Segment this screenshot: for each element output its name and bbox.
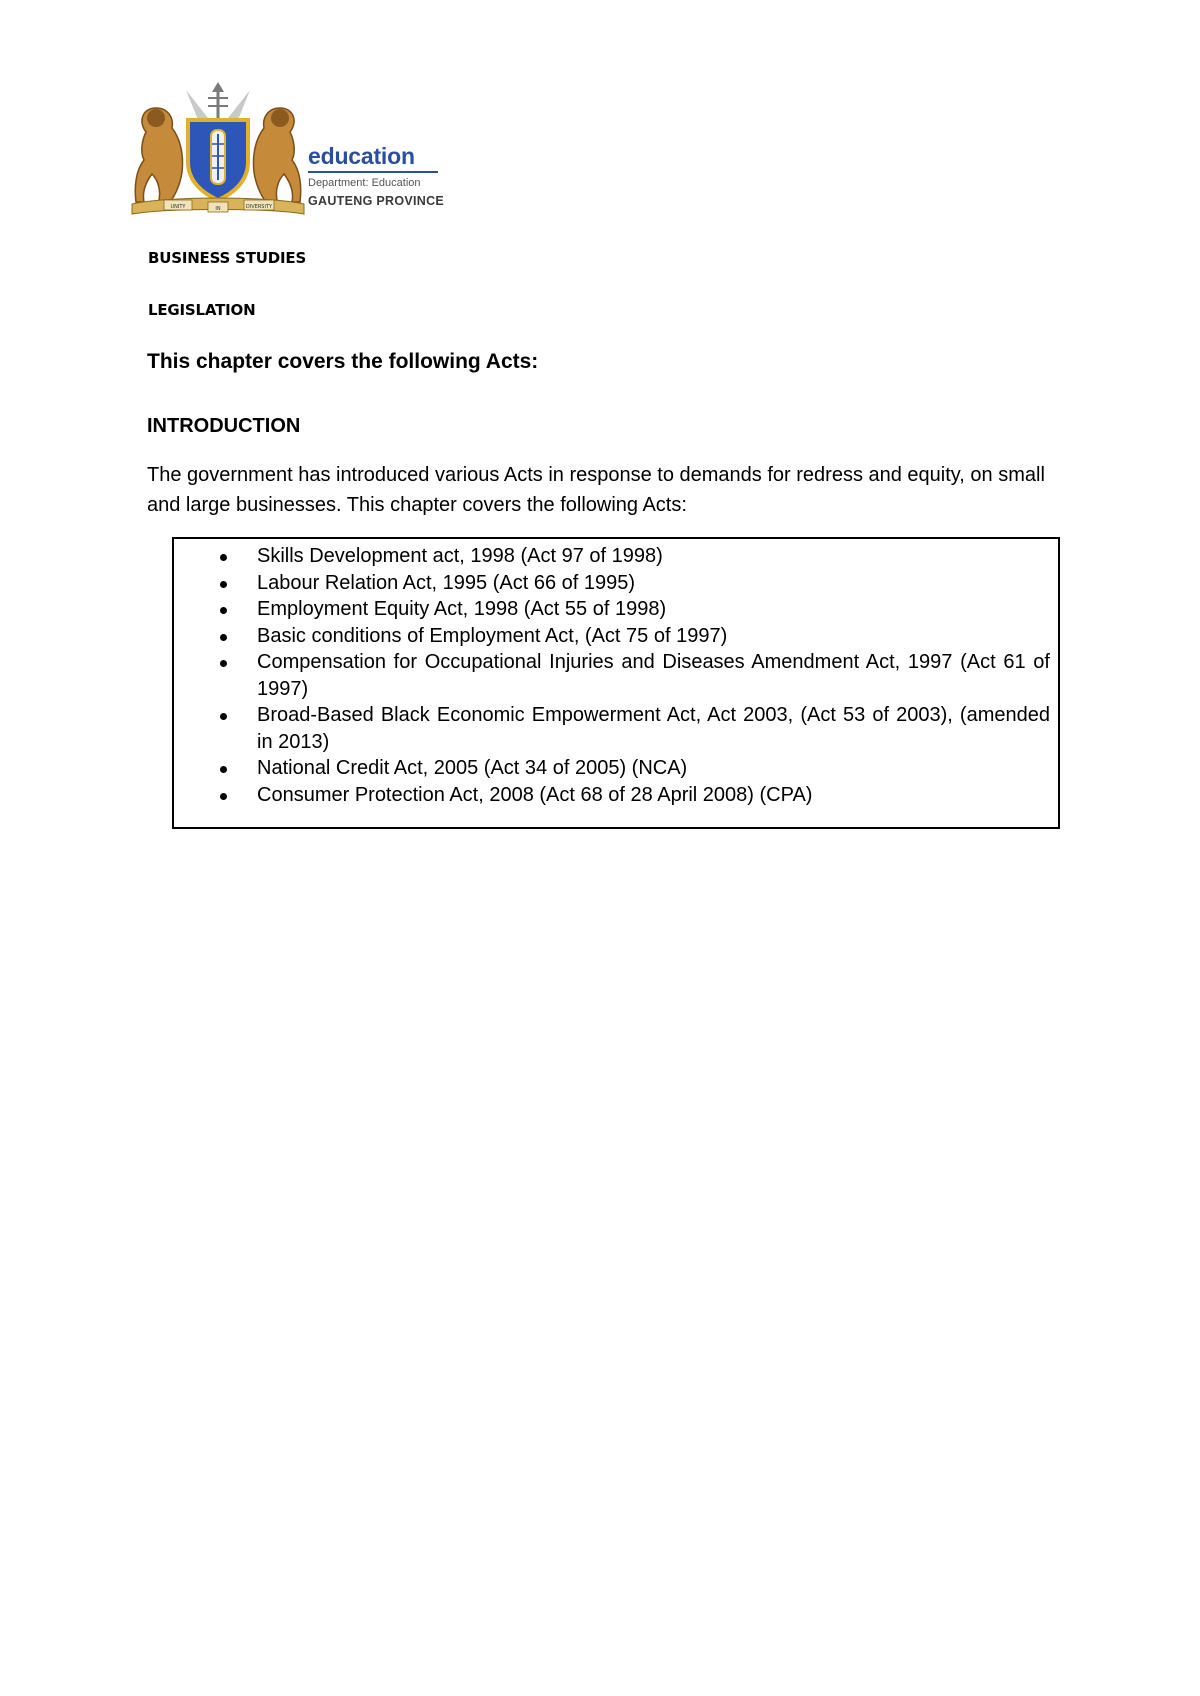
bullet-icon bbox=[220, 634, 227, 641]
act-text: Labour Relation Act, 1995 (Act 66 of 1995) bbox=[257, 571, 636, 594]
logo-province: GAUTENG PROVINCE bbox=[308, 194, 445, 208]
logo-divider bbox=[308, 171, 438, 173]
gauteng-education-logo bbox=[128, 82, 458, 222]
bullet-icon bbox=[220, 607, 227, 614]
act-text: National Credit Act, 2005 (Act 34 of 2005) (NCA) bbox=[257, 757, 688, 779]
act-text: Consumer Protection Act, 2008 (Act 68 of 28 April 2008) (CPA) bbox=[257, 783, 813, 806]
acts-box bbox=[172, 537, 1060, 829]
motto-word-1: UNITY bbox=[170, 204, 186, 210]
act-text: Broad-Based Black Economic Empowerment Act, Act 2003, (Act 53 of 2003), (amended in 2013) bbox=[257, 704, 1050, 753]
bullet-icon bbox=[220, 766, 227, 773]
list-item bbox=[174, 543, 1058, 570]
list-item bbox=[174, 782, 1058, 809]
acts-list bbox=[174, 543, 1058, 808]
act-text: Basic conditions of Employment Act, (Act 75 of 1997) bbox=[257, 624, 728, 647]
introduction-paragraph: The government has introduced various Acts in response to demands for redress and equity, on small and large businesses. This chapter covers the following Acts: bbox=[147, 464, 1045, 516]
list-item bbox=[174, 623, 1058, 650]
list-item bbox=[174, 570, 1058, 597]
logo-text-block bbox=[308, 144, 463, 208]
list-item bbox=[174, 755, 1058, 782]
list-item bbox=[174, 649, 1058, 702]
bullet-icon bbox=[220, 660, 227, 667]
act-text: Compensation for Occupational Injuries and Diseases Amendment Act, 1997 (Act 61 of 1997) bbox=[257, 651, 1050, 700]
subject-label: BUSINESS STUDIES bbox=[148, 249, 307, 267]
topic-label: LEGISLATION bbox=[148, 301, 256, 319]
act-text: Skills Development act, 1998 (Act 97 of 1998) bbox=[257, 545, 663, 567]
motto-word-2: IN bbox=[215, 206, 221, 212]
chapter-intro-line: This chapter covers the following Acts: bbox=[147, 350, 539, 373]
bullet-icon bbox=[220, 793, 227, 800]
list-item bbox=[174, 596, 1058, 623]
bullet-icon bbox=[220, 713, 227, 720]
bullet-icon bbox=[220, 554, 227, 561]
logo-department: Department: Education bbox=[308, 177, 421, 189]
coat-of-arms-icon bbox=[128, 82, 308, 222]
introduction-heading: INTRODUCTION bbox=[147, 415, 301, 437]
list-item bbox=[174, 702, 1058, 755]
motto-word-3: DIVERSITY bbox=[245, 204, 273, 210]
logo-word: education bbox=[308, 143, 415, 169]
bullet-icon bbox=[220, 581, 227, 588]
act-text: Employment Equity Act, 1998 (Act 55 of 1998) bbox=[257, 598, 667, 620]
